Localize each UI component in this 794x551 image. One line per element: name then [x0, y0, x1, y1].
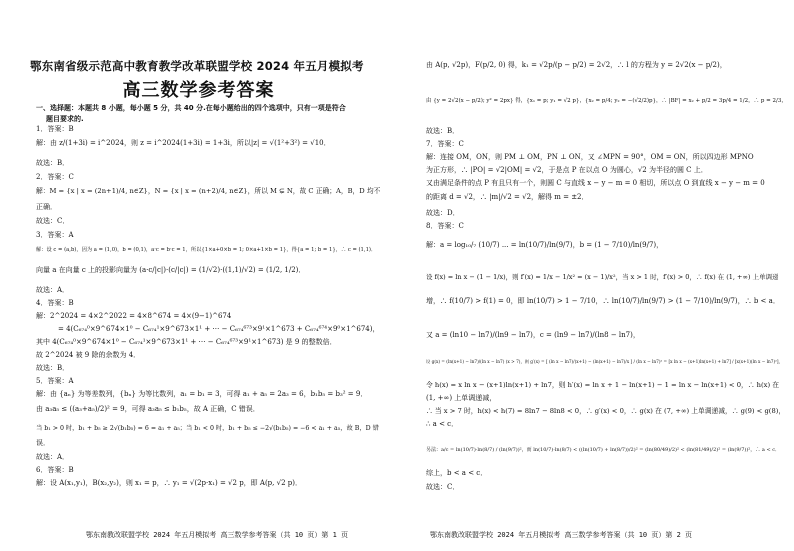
choice-line: 故选：A．	[36, 286, 70, 294]
answer-line: 2．答案：C	[36, 173, 74, 181]
choice-line: 故选：B．	[36, 364, 70, 372]
solution-line: 令 h(x) = x ln x − (x+1)ln(x+1) + ln7，则 h′(x) = ln x + 1 − ln(x+1) − 1 = ln x − ln(x+1) < 0，∴ h(x) 在	[426, 381, 779, 389]
solution-line: 当 b₁ > 0 时，b₁ + b₅ ≥ 2√(b₁b₅) = 6 = a₁ + a₅；当 b₁ < 0 时，b₁ + b₅ ≤ −2√(b₁b₅) = −6 < a₁ + a₅，故 B，D 错	[36, 425, 379, 432]
solution-line: 解：设 A(x₁,y₁)，B(x₂,y₂)，则 x₁ = p，∴ y₁ = √(2p·x₁) = √2 p，即 A(p, √2 p)．	[36, 479, 302, 487]
choice-line: 故选：C．	[426, 483, 460, 491]
answer-line: 4．答案：B	[36, 299, 74, 307]
solution-line: 解：由 z/(1+3i) = i^2024，则 z = i^2024(1+3i) = 1+3i，所以|z| = √(1²+3²) = √10．	[36, 139, 331, 147]
answer-line: 5．答案：A	[36, 377, 74, 385]
answer-line: 7．答案：C	[426, 140, 464, 148]
solution-line: 正确．	[36, 203, 57, 211]
answer-line: 1．答案：B	[36, 125, 74, 133]
solution-line: 另法：a/c = ln(10/7)·ln(8/7) / (ln(9/7))²，而 ln(10/7)·ln(8/7) < ((ln(10/7) + ln(8/7))/2)² = (ln(80/49)/2)² < (ln(81/49)/2)² = (ln(9/7))²，∴ a < c．	[426, 447, 781, 453]
section-heading	[36, 103, 384, 125]
document-header: 鄂东南省级示范高中教育教学改革联盟学校 2024 年五月模拟考	[30, 59, 364, 73]
answer-line: 8．答案：C	[426, 222, 464, 230]
solution-line: 解：由 {aₙ} 为等差数列，{bₙ} 为等比数列，a₁ = b₁ = 3，可得 a₁ + a₅ = 2a₃ = 6，b₁b₅ = b₃² = 9．	[36, 390, 368, 398]
solution-line: 又由满足条件的点 P 有且只有一个，则圆 C 与直线 x − y − m = 0 相切，所以点 O 到直线 x − y − m = 0	[426, 179, 765, 187]
solution-line: 其中 4(C₆₇₄⁰×9^674×1⁰ − C₆₇₄¹×9^673×1¹ + ⋯ − C₆₇₄⁶⁷³×9¹×1^673) 是 9 的整数倍．	[36, 338, 337, 346]
document-title: 高三数学参考答案	[122, 80, 275, 101]
solution-line: 由 {y = 2√2(x − p/2); y² = 2px} 得，{x₁ = p; y₁ = √2 p}，{x₂ = p/4; y₂ = −(√2/2)p}，∴ |BF| = x₂ + p/2 = 3p/4 = 1/2，∴ p = 2/3，	[426, 98, 787, 104]
solution-line: ∴ 当 x > 7 时，h(x) < h(7) = 8ln7 − 8ln8 < 0，∴ g′(x) < 0，∴ g(x) 在 (7, +∞) 上单调递减，∴ g(9) < g(8)，	[426, 407, 786, 415]
solution-line: 设 f(x) = ln x − (1 − 1/x)，则 f′(x) = 1/x − 1/x² = (x − 1)/x²，当 x > 1 时，f′(x) > 0，∴ f(x) 在 (1, +∞) 上单调递	[426, 273, 779, 281]
solution-line: 解：2^2024 = 4×2^2022 = 4×8^674 = 4×(9−1)^674	[36, 312, 232, 320]
page-footer: 鄂东南教改联盟学校 2024 年五月模拟考 高三数学参考答案（共 10 页）第 1 页	[86, 531, 349, 539]
section-heading-line: 题目要求的.	[46, 115, 84, 123]
solution-line: 又 a = (ln10 − ln7)/(ln9 − ln7)，c = (ln9 − ln7)/(ln8 − ln7)，	[426, 331, 640, 339]
page-footer: 鄂东南教改联盟学校 2024 年五月模拟考 高三数学参考答案（共 10 页）第 2 页	[430, 531, 693, 539]
solution-line: 解：M = {x | x = (2n+1)/4, n∈Z}，N = {x | x = (n+2)/4, n∈Z}，所以 M ⊊ N，故 C 正确；A，B，D 均不	[36, 187, 381, 195]
solution-line: 由 a₃a₅ ≤ ((a₃+a₅)/2)² = 9，可得 a₃a₅ ≤ b₁b₅，故 A 正确，C 错误．	[36, 405, 260, 413]
solution-line: (1, +∞) 上单调递减，	[426, 394, 497, 402]
choice-line: 故选：A．	[36, 453, 70, 461]
choice-line: 故选：B．	[36, 159, 70, 167]
solution-line: 解：设 c = (a,b)，因为 a = (1,0)，b = (0,1)，a·c = b·c = 1，所以{1×a+0×b = 1; 0×a+1×b = 1}，得{a = 1; b = 1}，∴ c = (1,1)．	[36, 247, 377, 253]
solution-line: ∴ a < c．	[426, 420, 459, 428]
solution-line: 综上，b < a < c．	[426, 469, 488, 477]
choice-line: 故选：D．	[426, 209, 460, 217]
solution-line: 设 g(x) = (ln(x+1) − ln7)/(ln x − ln7) (x > 7)，则 g′(x) = [ (ln x − ln7)/(x+1) − (ln(x+1) − ln7)/x ] / (ln x − ln7)² = [x ln x − (x+1)ln(x+1) + ln7] / [x(x+1)(ln x − ln7)²]，	[426, 360, 783, 365]
solution-line: 由 A(p, √2p)，F(p/2, 0) 得，k₁ = √2p/(p − p/2) = 2√2，∴ l 的方程为 y = 2√2(x − p/2)，	[426, 61, 727, 69]
solution-line: 的距离 d = √2，∴ |m|/√2 = √2，解得 m = ±2．	[426, 193, 589, 201]
section-heading-line: 一、选择题：本题共 8 小题，每小题 5 分，共 40 分.在每小题给出的四个选项中，只有一项是符合	[36, 104, 346, 112]
choice-line: 故选：B．	[426, 127, 460, 135]
answer-line: 3．答案：A	[36, 231, 74, 239]
solution-line: = 4(C₆₇₄⁰×9^674×1⁰ − C₆₇₄¹×9^673×1¹ + ⋯ − C₆₇₄⁶⁷³×9¹×1^673 + C₆₇₄⁶⁷⁴×9⁰×1^674)，	[58, 325, 380, 333]
solution-line: 向量 a 在向量 c 上的投影向量为 (a·c/|c|)·(c/|c|) = (1/√2)·((1,1)/√2) = (1/2, 1/2)．	[36, 266, 306, 274]
solution-line: 误．	[36, 439, 50, 447]
answer-line: 6．答案：B	[36, 466, 74, 474]
solution-line: 解：连接 OM，ON，则 PM ⊥ OM，PN ⊥ ON，又 ∠MPN = 90°，OM = ON，所以四边形 MPNO	[426, 153, 754, 161]
solution-line: 故 2^2024 被 9 除的余数为 4．	[36, 351, 141, 359]
solution-line: 为正方形，∴ |PO| = √2|OM| = √2，于是点 P 在以点 O 为圆心，√2 为半径的圆 C 上．	[426, 166, 708, 174]
solution-line: 增，∴ f(10/7) > f(1) = 0，即 ln(10/7) > 1 − 7/10，∴ ln(10/7)/ln(9/7) > (1 − 7/10)/ln(9/7)，∴ b < a．	[426, 297, 780, 305]
choice-line: 故选：C．	[36, 217, 70, 225]
solution-line: 解：a = log₁₀/₇ (10/7) ... = ln(10/7)/ln(9/7)，b = (1 − 7/10)/ln(9/7)，	[426, 241, 664, 249]
